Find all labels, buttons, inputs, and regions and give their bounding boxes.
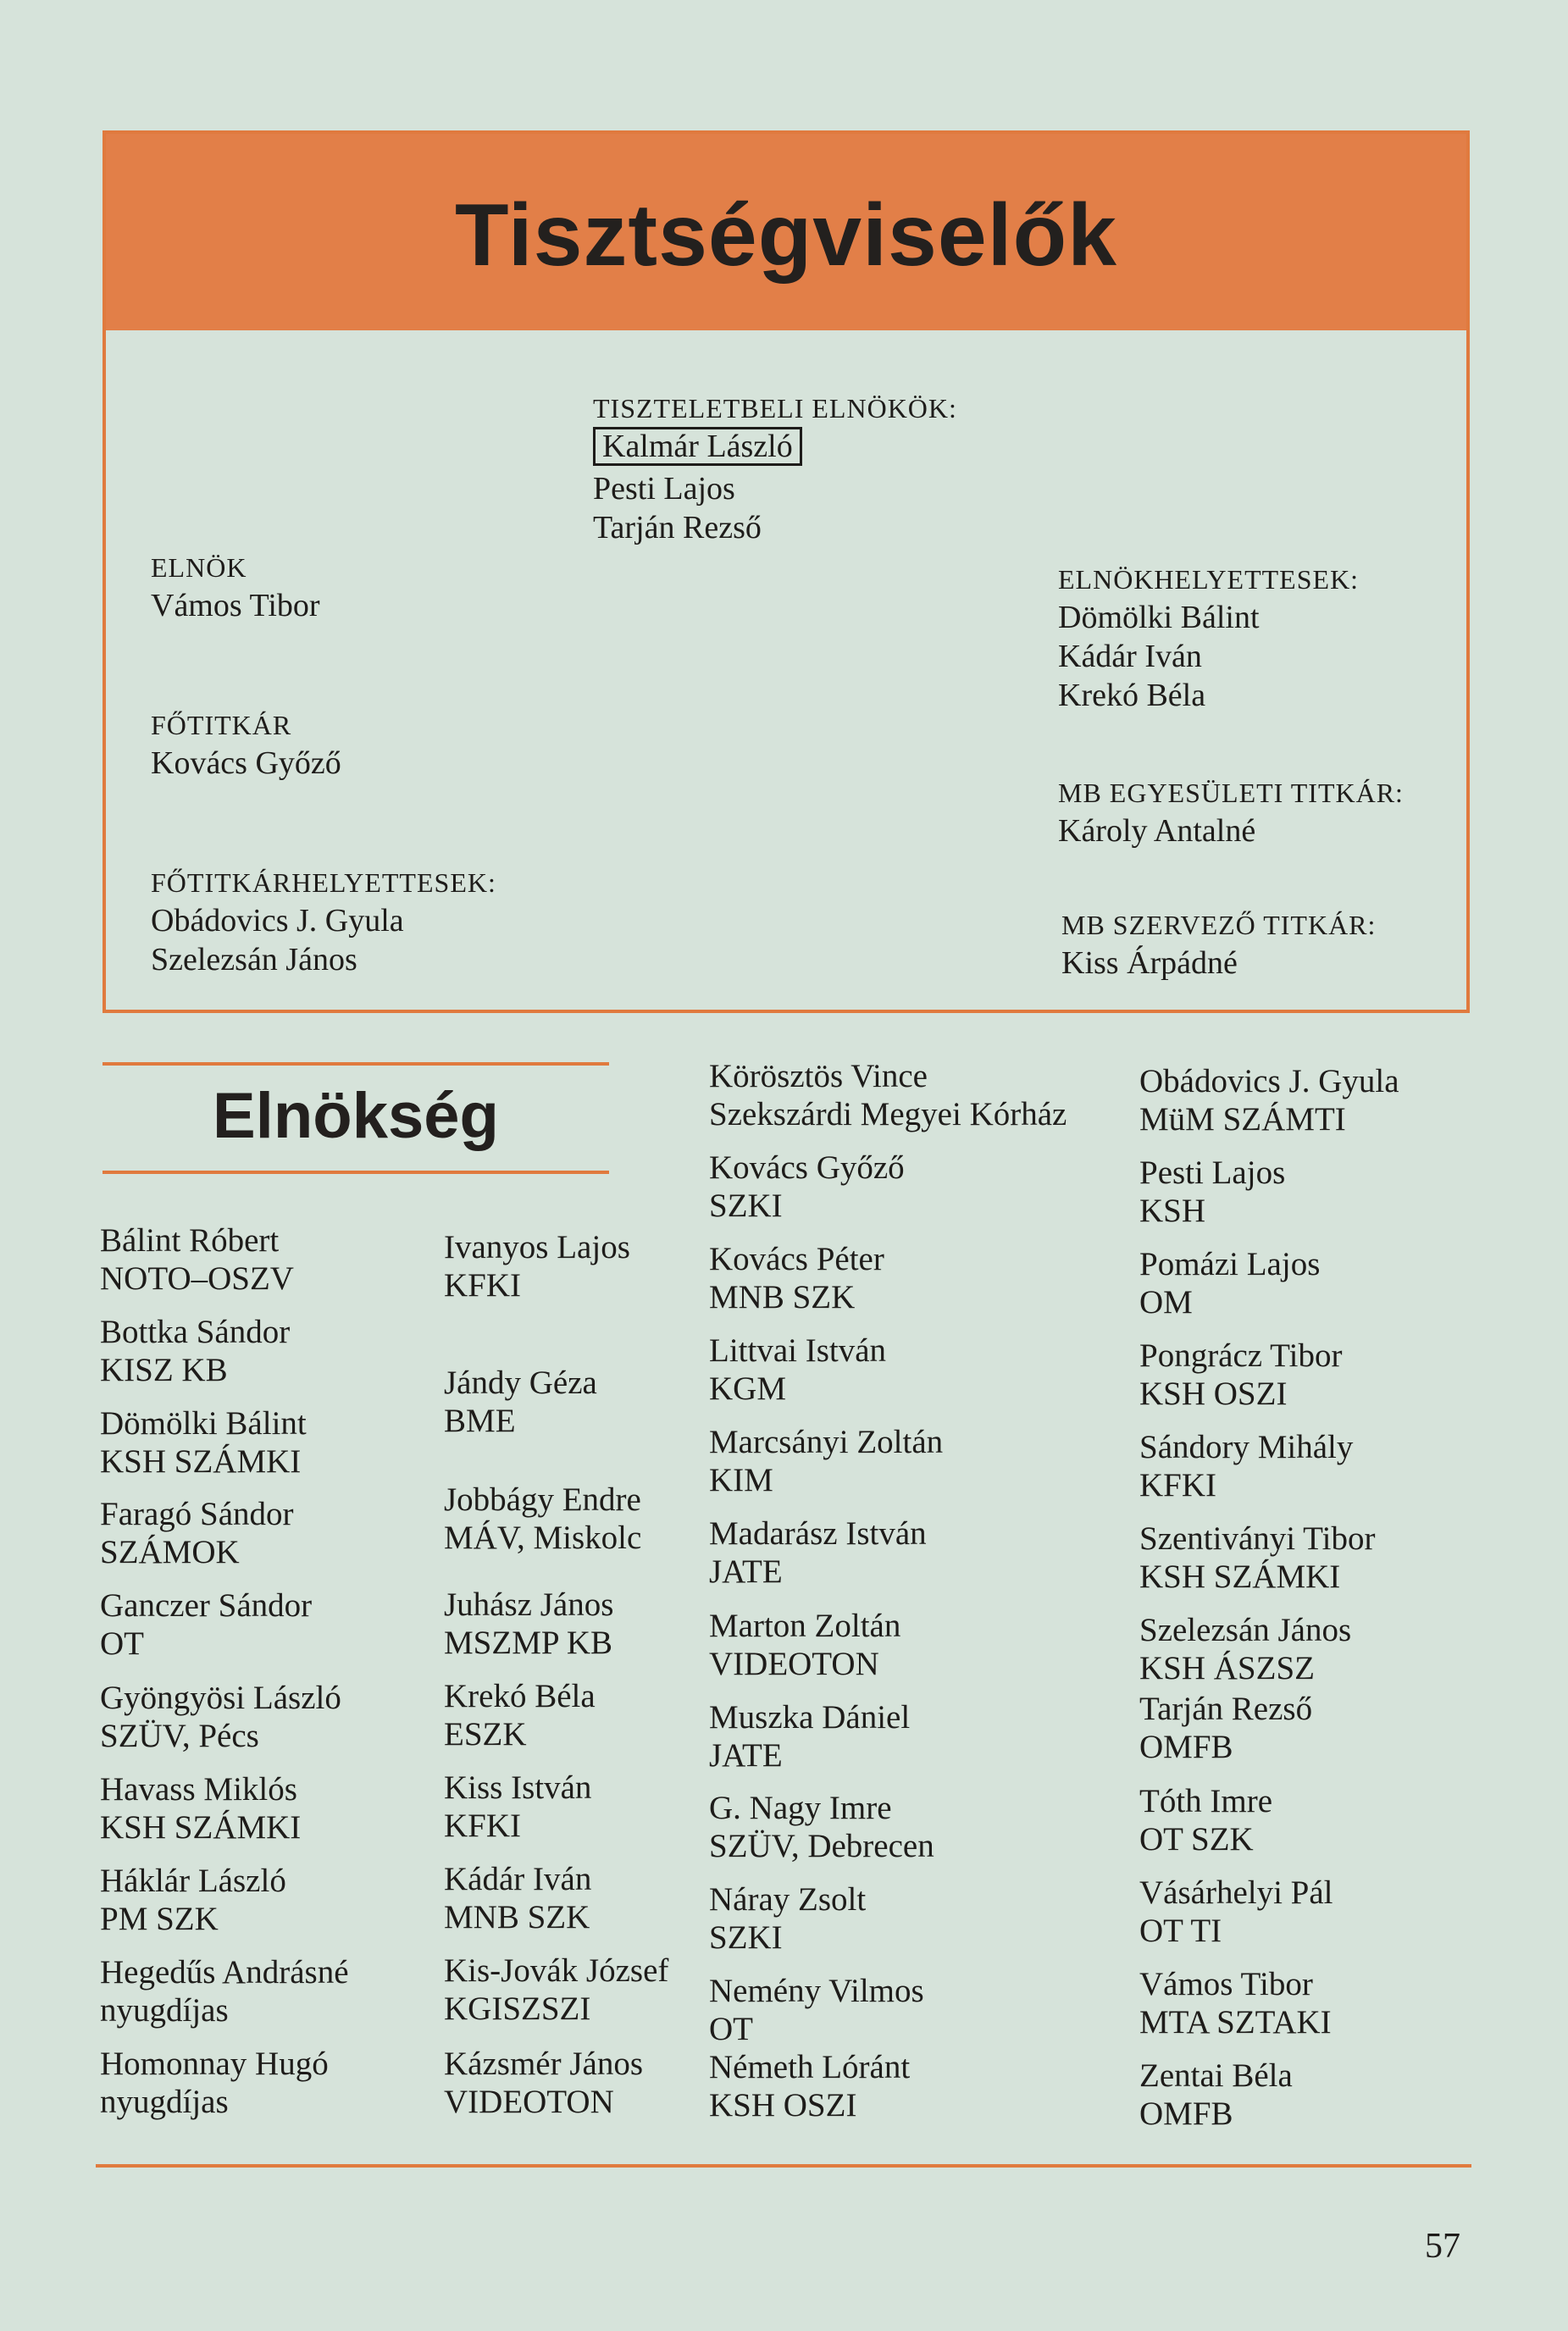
member-name: Homonnay Hugó bbox=[100, 2046, 329, 2082]
member-name: Németh Lóránt bbox=[709, 2049, 911, 2085]
member-name: Madarász István bbox=[709, 1515, 927, 1552]
role-name: Obádovics J. Gyula bbox=[151, 903, 404, 938]
member-name: Faragó Sándor bbox=[100, 1496, 294, 1532]
member-name: Bottka Sándor bbox=[100, 1314, 291, 1350]
board-member bbox=[709, 1972, 924, 2048]
role-name: Dömölki Bálint bbox=[1058, 600, 1260, 635]
member-organization: OT SZK bbox=[1139, 1821, 1254, 1858]
role-name: Kovács Győző bbox=[151, 745, 341, 781]
member-organization: KSH SZÁMKI bbox=[1139, 1559, 1341, 1595]
member-name: Pesti Lajos bbox=[1139, 1154, 1286, 1191]
board-member bbox=[709, 1789, 934, 1865]
board-member bbox=[100, 1586, 312, 1663]
member-name: Kázsmér János bbox=[444, 2046, 644, 2082]
member-organization: KISZ KB bbox=[100, 1352, 228, 1388]
board-member bbox=[709, 1607, 900, 1683]
member-organization: KGISZSZI bbox=[444, 1990, 591, 2027]
member-name: Pomázi Lajos bbox=[1139, 1246, 1321, 1282]
member-name: Szentiványi Tibor bbox=[1139, 1520, 1376, 1557]
member-organization: KGM bbox=[709, 1370, 787, 1407]
member-organization: VIDEOTON bbox=[709, 1646, 879, 1682]
member-name: Vásárhelyi Pál bbox=[1139, 1874, 1333, 1911]
member-organization: MüM SZÁMTI bbox=[1139, 1101, 1346, 1138]
member-organization: KFKI bbox=[444, 1808, 522, 1844]
member-organization: SZKI bbox=[709, 1919, 783, 1956]
role-name: Vámos Tibor bbox=[151, 588, 320, 623]
board-member bbox=[709, 1698, 910, 1775]
member-name: Havass Miklós bbox=[100, 1771, 297, 1808]
page-title: Tisztségviselők bbox=[455, 186, 1117, 285]
board-member bbox=[1139, 1245, 1320, 1321]
member-name: Muszka Dániel bbox=[709, 1699, 911, 1736]
role-name: Krekó Béla bbox=[1058, 678, 1206, 713]
member-organization: MTA SZTAKI bbox=[1139, 2004, 1332, 2040]
member-organization: JATE bbox=[709, 1553, 783, 1590]
member-organization: MSZMP KB bbox=[444, 1625, 613, 1661]
member-organization: KFKI bbox=[1139, 1467, 1217, 1503]
member-name: Jándy Géza bbox=[444, 1365, 597, 1401]
member-organization: OT TI bbox=[1139, 1913, 1222, 1949]
board-member bbox=[444, 2045, 643, 2121]
board-member bbox=[444, 1860, 591, 1936]
role-heading: MB EGYESÜLETI TITKÁR: bbox=[1058, 778, 1404, 808]
board-member bbox=[444, 1364, 597, 1440]
boxed-name: Kalmár László bbox=[593, 427, 802, 466]
board-member bbox=[709, 1423, 943, 1499]
board-member bbox=[100, 1770, 301, 1847]
role-name: Pesti Lajos bbox=[593, 471, 735, 507]
board-member bbox=[444, 1952, 668, 2028]
member-name: Gyöngyösi László bbox=[100, 1680, 341, 1716]
member-organization: KSH ÁSZSZ bbox=[1139, 1650, 1315, 1686]
member-organization: SZÜV, Pécs bbox=[100, 1718, 259, 1754]
member-organization: nyugdíjas bbox=[100, 1992, 229, 2029]
member-organization: KSH SZÁMKI bbox=[100, 1809, 302, 1846]
page-number: 57 bbox=[1425, 2227, 1460, 2266]
member-organization: OT bbox=[709, 2011, 753, 2047]
member-organization: PM SZK bbox=[100, 1901, 219, 1937]
board-member bbox=[100, 1495, 294, 1571]
member-organization: KSH bbox=[1139, 1193, 1206, 1229]
member-name: Kovács Győző bbox=[709, 1149, 905, 1186]
role-name: Tarján Rezső bbox=[593, 510, 762, 545]
board-member bbox=[100, 1862, 286, 1938]
member-name: Ivanyos Lajos bbox=[444, 1229, 630, 1265]
role-name: Kádár Iván bbox=[1058, 639, 1202, 674]
member-organization: ESZK bbox=[444, 1716, 527, 1752]
board-member bbox=[444, 1769, 591, 1845]
board-member bbox=[100, 1679, 341, 1755]
section-rule-top bbox=[103, 1062, 609, 1066]
member-name: Kis-Jovák József bbox=[444, 1952, 669, 1989]
section-rule-bottom bbox=[103, 1171, 609, 1174]
board-member bbox=[100, 2045, 329, 2121]
secretary-general bbox=[151, 706, 341, 783]
member-organization: OM bbox=[1139, 1284, 1193, 1321]
member-name: Tarján Rezső bbox=[1139, 1691, 1313, 1727]
board-member bbox=[100, 1953, 349, 2029]
member-name: Dömölki Bálint bbox=[100, 1405, 307, 1442]
member-name: Juhász János bbox=[444, 1586, 614, 1623]
role-heading: MB SZERVEZŐ TITKÁR: bbox=[1061, 910, 1377, 940]
member-name: Tóth Imre bbox=[1139, 1783, 1273, 1819]
member-name: Szelezsán János bbox=[1139, 1612, 1352, 1648]
board-member bbox=[1139, 1520, 1375, 1596]
member-organization: BME bbox=[444, 1403, 516, 1439]
member-organization: NOTO–OSZV bbox=[100, 1260, 294, 1297]
member-organization: OMFB bbox=[1139, 2096, 1233, 2132]
member-name: Sándory Mihály bbox=[1139, 1429, 1354, 1465]
board-member bbox=[709, 2048, 910, 2124]
member-organization: JATE bbox=[709, 1737, 783, 1774]
member-organization: MÁV, Miskolc bbox=[444, 1520, 642, 1556]
member-name: Zentai Béla bbox=[1139, 2057, 1293, 2094]
title-banner bbox=[106, 134, 1466, 330]
member-name: Pongrácz Tibor bbox=[1139, 1337, 1343, 1374]
member-organization: SZKI bbox=[709, 1188, 783, 1224]
member-organization: KSH OSZI bbox=[709, 2087, 857, 2123]
role-heading: FŐTITKÁRHELYETTESEK: bbox=[151, 867, 496, 898]
board-member bbox=[1139, 1062, 1399, 1138]
board-member bbox=[1139, 1428, 1353, 1504]
member-organization: SZÜV, Debrecen bbox=[709, 1828, 934, 1864]
member-organization: Szekszárdi Megyei Kórház bbox=[709, 1096, 1067, 1132]
member-organization: KSH SZÁMKI bbox=[100, 1443, 302, 1480]
member-name: Krekó Béla bbox=[444, 1678, 596, 1714]
role-name: Szelezsán János bbox=[151, 942, 357, 977]
board-member bbox=[1139, 1690, 1312, 1766]
mb-organizing-secretary bbox=[1061, 906, 1376, 983]
board-member bbox=[444, 1677, 596, 1753]
mb-secretary bbox=[1058, 774, 1404, 850]
board-member bbox=[1139, 1965, 1332, 2041]
board-member bbox=[100, 1221, 294, 1298]
role-heading: TISZTELETBELI ELNÖKÖK: bbox=[593, 393, 957, 424]
member-organization: OT bbox=[100, 1625, 144, 1662]
role-heading: ELNÖK bbox=[151, 552, 247, 583]
role-name: Károly Antalné bbox=[1058, 813, 1256, 849]
member-name: Kovács Péter bbox=[709, 1241, 884, 1277]
board-member bbox=[709, 1880, 866, 1957]
member-organization: MNB SZK bbox=[444, 1899, 590, 1935]
board-member bbox=[1139, 2057, 1293, 2133]
member-name: Jobbágy Endre bbox=[444, 1481, 641, 1518]
member-organization: MNB SZK bbox=[709, 1279, 856, 1315]
member-organization: SZÁMOK bbox=[100, 1534, 240, 1570]
member-name: Hegedűs Andrásné bbox=[100, 1954, 349, 1990]
board-member bbox=[709, 1057, 1067, 1133]
role-heading: FŐTITKÁR bbox=[151, 710, 292, 740]
officers-box bbox=[103, 130, 1470, 1013]
board-member bbox=[709, 1149, 905, 1225]
member-organization: OMFB bbox=[1139, 1729, 1233, 1765]
board-member bbox=[444, 1586, 613, 1662]
board-member bbox=[100, 1313, 290, 1389]
member-name: Marcsányi Zoltán bbox=[709, 1424, 944, 1460]
section-title: Elnökség bbox=[213, 1080, 499, 1152]
board-member bbox=[1139, 1337, 1342, 1413]
president bbox=[151, 549, 320, 625]
board-member bbox=[1139, 1154, 1285, 1230]
deputy-secretaries bbox=[151, 864, 496, 979]
member-organization: KIM bbox=[709, 1462, 773, 1498]
member-name: Körösztös Vince bbox=[709, 1058, 928, 1094]
bottom-rule bbox=[96, 2164, 1471, 2168]
member-name: Háklár László bbox=[100, 1863, 286, 1899]
member-organization: KSH OSZI bbox=[1139, 1376, 1288, 1412]
member-organization: VIDEOTON bbox=[444, 2084, 614, 2120]
role-name: Kiss Árpádné bbox=[1061, 945, 1238, 981]
member-name: Bálint Róbert bbox=[100, 1222, 280, 1259]
board-member bbox=[709, 1514, 927, 1591]
board-member bbox=[444, 1228, 630, 1304]
honorary-presidents bbox=[593, 390, 957, 547]
member-name: Ganczer Sándor bbox=[100, 1587, 313, 1624]
role-heading: ELNÖKHELYETTESEK: bbox=[1058, 564, 1360, 595]
member-name: G. Nagy Imre bbox=[709, 1790, 892, 1826]
board-member bbox=[1139, 1782, 1272, 1858]
member-name: Littvai István bbox=[709, 1332, 887, 1369]
member-organization: KFKI bbox=[444, 1267, 522, 1304]
board-member bbox=[1139, 1874, 1333, 1950]
member-organization: nyugdíjas bbox=[100, 2084, 229, 2120]
vice-presidents bbox=[1058, 561, 1359, 715]
board-member bbox=[709, 1240, 884, 1316]
member-name: Obádovics J. Gyula bbox=[1139, 1063, 1399, 1099]
member-name: Kiss István bbox=[444, 1769, 592, 1806]
board-member bbox=[444, 1481, 641, 1557]
member-name: Nemény Vilmos bbox=[709, 1973, 924, 2009]
board-member bbox=[1139, 1611, 1351, 1687]
member-name: Náray Zsolt bbox=[709, 1881, 867, 1918]
member-name: Vámos Tibor bbox=[1139, 1966, 1313, 2002]
member-name: Marton Zoltán bbox=[709, 1608, 901, 1644]
board-member bbox=[709, 1332, 886, 1408]
board-member bbox=[100, 1404, 307, 1481]
member-name: Kádár Iván bbox=[444, 1861, 592, 1897]
